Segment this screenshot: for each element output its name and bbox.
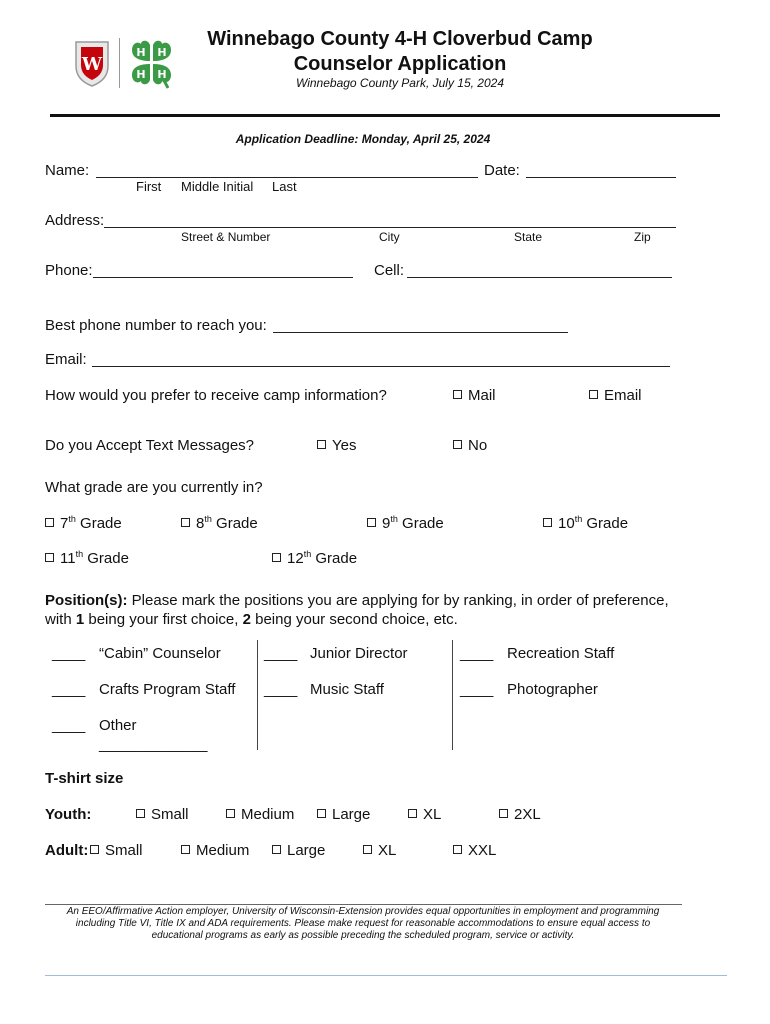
youth-medium[interactable]: Medium [226, 806, 294, 823]
adult-label: Adult: [45, 842, 89, 859]
position-blank-other[interactable]: ____ [52, 717, 86, 734]
phone-field[interactable] [93, 264, 353, 278]
adult-small[interactable]: Small [90, 842, 143, 859]
svg-text:H: H [157, 68, 167, 81]
checkbox-icon[interactable] [272, 845, 281, 854]
positions-intro-line2: with 1 being your first choice, 2 being your second choice, etc. [45, 611, 458, 628]
checkbox-icon[interactable] [136, 809, 145, 818]
position-cabin-counselor: “Cabin” Counselor [99, 645, 221, 662]
checkbox-icon[interactable] [181, 845, 190, 854]
tshirt-heading: T-shirt size [45, 770, 124, 787]
checkbox-icon[interactable] [543, 518, 552, 527]
address-field[interactable] [104, 214, 676, 228]
youth-xl[interactable]: XL [408, 806, 441, 823]
phone-label: Phone: [45, 262, 93, 279]
event-location-date: Winnebago County Park, July 15, 2024 [295, 76, 505, 90]
grade-option-8[interactable]: 8th Grade [181, 514, 258, 532]
checkbox-icon[interactable] [226, 809, 235, 818]
cell-field[interactable] [407, 264, 672, 278]
checkbox-icon[interactable] [367, 518, 376, 527]
checkbox-icon[interactable] [363, 845, 372, 854]
name-sub-first: First [136, 179, 162, 194]
checkbox-icon[interactable] [317, 809, 326, 818]
adult-xxl[interactable]: XXL [453, 842, 496, 859]
svg-text:H: H [157, 46, 167, 59]
page-subtitle-title: Counselor Application [293, 53, 507, 75]
info-option-mail[interactable]: Mail [453, 387, 496, 404]
best-phone-field[interactable] [273, 319, 568, 333]
position-blank-junior[interactable]: ____ [264, 645, 298, 662]
position-photographer: Photographer [507, 681, 598, 698]
name-sub-middle: Middle Initial [181, 179, 254, 194]
address-sub-state: State [514, 230, 543, 244]
position-blank-recreation[interactable]: ____ [460, 645, 494, 662]
footer-rule [45, 904, 682, 905]
position-junior-director: Junior Director [310, 645, 408, 662]
svg-text:H: H [136, 46, 146, 59]
checkbox-icon[interactable] [317, 440, 326, 449]
checkbox-icon[interactable] [589, 390, 598, 399]
address-sub-zip: Zip [634, 230, 651, 244]
address-sub-city: City [379, 230, 400, 244]
grade-option-7[interactable]: 7th Grade [45, 514, 122, 532]
svg-text:W: W [81, 54, 103, 75]
info-option-email[interactable]: Email [589, 387, 642, 404]
grade-question: What grade are you currently in? [45, 479, 263, 496]
email-field[interactable] [92, 353, 670, 367]
positions-divider-1 [257, 640, 258, 750]
footer-eeo-line2: including Title VI, Title IX and ADA requirements. Please make request for reasonable accommodations to ensure equal access to [75, 918, 651, 929]
name-field[interactable] [96, 164, 478, 178]
position-recreation-staff: Recreation Staff [507, 645, 615, 662]
cell-label: Cell: [374, 262, 405, 279]
grade-option-9[interactable]: 9th Grade [367, 514, 444, 532]
address-sub-street: Street & Number [181, 230, 271, 244]
checkbox-icon[interactable] [272, 553, 281, 562]
position-blank-photographer[interactable]: ____ [460, 681, 494, 698]
application-deadline: Application Deadline: Monday, April 25, 2024 [235, 132, 491, 146]
checkbox-icon[interactable] [45, 518, 54, 527]
header-rule [50, 114, 720, 117]
positions-intro-line1: Position(s): Please mark the positions you are applying for by ranking, in order of preference, [45, 592, 669, 609]
grade-option-11[interactable]: 11th Grade [45, 549, 129, 567]
checkbox-icon[interactable] [453, 440, 462, 449]
checkbox-icon[interactable] [45, 553, 54, 562]
position-blank-cabin[interactable]: ____ [52, 645, 86, 662]
positions-divider-2 [452, 640, 453, 750]
email-label: Email: [45, 351, 87, 368]
checkbox-icon[interactable] [453, 390, 462, 399]
page-title: Winnebago County 4-H Cloverbud Camp [207, 28, 593, 50]
checkbox-icon[interactable] [90, 845, 99, 854]
grade-option-12[interactable]: 12th Grade [272, 549, 357, 567]
position-blank-music[interactable]: ____ [264, 681, 298, 698]
youth-small[interactable]: Small [136, 806, 189, 823]
checkbox-icon[interactable] [499, 809, 508, 818]
position-other: Other [99, 717, 137, 734]
youth-2xl[interactable]: 2XL [499, 806, 541, 823]
page-bottom-rule [45, 975, 727, 976]
text-option-yes[interactable]: Yes [317, 437, 356, 454]
text-option-no[interactable]: No [453, 437, 487, 454]
best-phone-label: Best phone number to reach you: [45, 317, 267, 334]
checkbox-icon[interactable] [408, 809, 417, 818]
position-other-specify-field[interactable]: _____________ [99, 736, 208, 753]
position-blank-crafts[interactable]: ____ [52, 681, 86, 698]
date-field[interactable] [526, 164, 676, 178]
svg-text:H: H [136, 68, 146, 81]
text-messages-question: Do you Accept Text Messages? [45, 437, 255, 454]
footer-eeo-line1: An EEO/Affirmative Action employer, University of Wisconsin-Extension provides equal opportunities in employment and programming [66, 906, 660, 917]
address-label: Address: [45, 212, 105, 229]
adult-medium[interactable]: Medium [181, 842, 249, 859]
checkbox-icon[interactable] [181, 518, 190, 527]
name-label: Name: [45, 162, 90, 179]
footer-eeo-line3: educational programs as early as possible preceding the scheduled program, service or activity. [151, 930, 575, 941]
adult-xl[interactable]: XL [363, 842, 396, 859]
youth-large[interactable]: Large [317, 806, 370, 823]
youth-label: Youth: [45, 806, 92, 823]
name-sub-last: Last [272, 179, 297, 194]
info-preference-question: How would you prefer to receive camp information? [45, 387, 387, 404]
position-music-staff: Music Staff [310, 681, 384, 698]
adult-row-start [45, 842, 88, 859]
date-label: Date: [484, 162, 520, 179]
grade-option-10[interactable]: 10th Grade [543, 514, 628, 532]
checkbox-icon[interactable] [453, 845, 462, 854]
position-crafts-program-staff: Crafts Program Staff [99, 681, 236, 698]
adult-large[interactable]: Large [272, 842, 325, 859]
